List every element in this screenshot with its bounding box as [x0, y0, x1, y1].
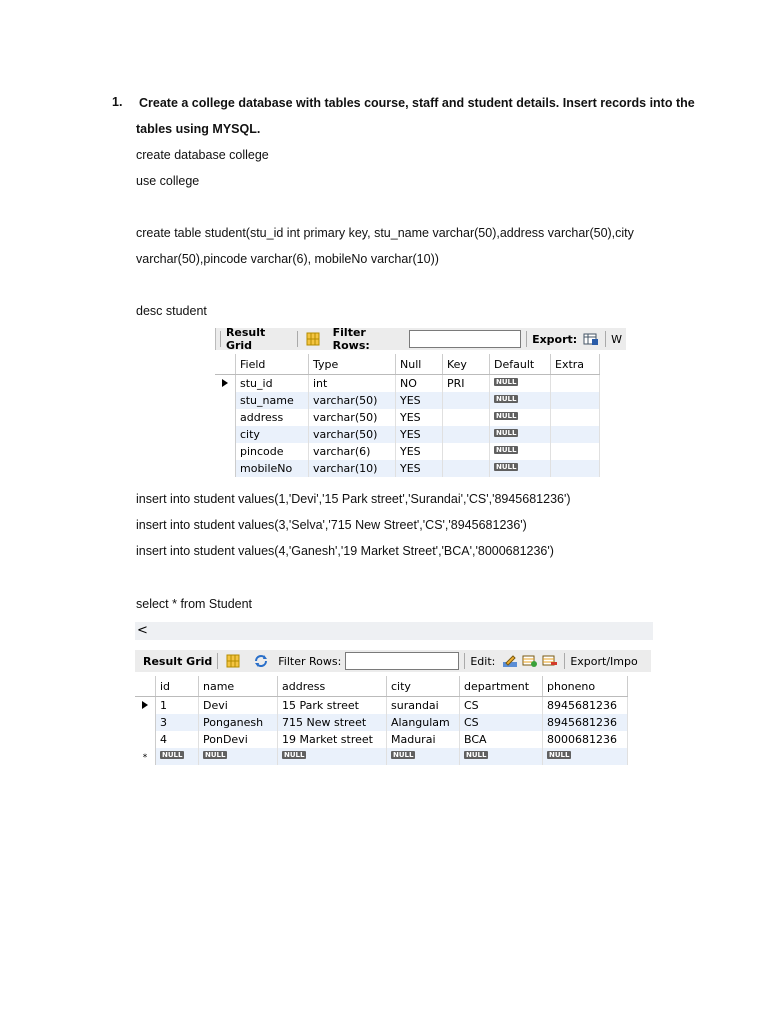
- row-selector[interactable]: [135, 714, 156, 731]
- cell-city[interactable]: Madurai: [387, 731, 460, 748]
- cell-default[interactable]: [490, 426, 551, 443]
- col-header-city[interactable]: city: [387, 676, 460, 697]
- delete-row-icon[interactable]: [542, 654, 556, 668]
- cmd-insert-2: insert into student values(3,'Selva','715 New Street','CS','8945681236'): [136, 518, 527, 532]
- null-badge: NULL: [549, 751, 570, 759]
- filter-rows-input[interactable]: [409, 330, 521, 348]
- filter-rows-label: Filter Rows:: [278, 654, 342, 668]
- table-row[interactable]: [215, 460, 600, 477]
- desc-toolbar: [215, 328, 626, 350]
- cmd-create-database: create database college: [136, 148, 269, 162]
- cell-department[interactable]: [460, 748, 543, 765]
- back-nav-bar: [135, 622, 653, 640]
- row-selector[interactable]: [215, 426, 236, 443]
- null-badge: NULL: [496, 412, 517, 420]
- cell-key[interactable]: [443, 392, 490, 409]
- row-header-corner: [215, 354, 236, 375]
- desc-header-row: [215, 354, 600, 375]
- cell-field[interactable]: city: [236, 426, 309, 443]
- result-grid-tab[interactable]: Result Grid: [225, 326, 266, 352]
- row-selector[interactable]: [135, 697, 156, 715]
- edit-label: Edit:: [470, 654, 496, 668]
- select-table: [135, 676, 628, 765]
- null-badge: NULL: [496, 446, 517, 454]
- cell-field[interactable]: pincode: [236, 443, 309, 460]
- cell-null[interactable]: YES: [396, 392, 443, 409]
- row-selector[interactable]: [215, 409, 236, 426]
- cell-key[interactable]: [443, 443, 490, 460]
- null-badge: NULL: [496, 429, 517, 437]
- row-selector[interactable]: [215, 392, 236, 409]
- cell-default[interactable]: [490, 409, 551, 426]
- cell-type[interactable]: varchar(50): [309, 392, 396, 409]
- cell-phoneno[interactable]: 8945681236: [543, 697, 628, 715]
- null-badge: NULL: [393, 751, 414, 759]
- table-row[interactable]: [215, 443, 600, 460]
- cell-field[interactable]: mobileNo: [236, 460, 309, 477]
- cell-id[interactable]: 4: [156, 731, 199, 748]
- col-header-field[interactable]: Field: [236, 354, 309, 375]
- cell-department[interactable]: CS: [460, 697, 543, 715]
- cell-phoneno[interactable]: 8000681236: [543, 731, 628, 748]
- filter-rows-label: Filter Rows:: [332, 326, 370, 352]
- row-selector[interactable]: [215, 375, 236, 393]
- cell-name[interactable]: Ponganesh: [199, 714, 278, 731]
- table-row[interactable]: [215, 409, 600, 426]
- cell-department[interactable]: CS: [460, 714, 543, 731]
- table-row[interactable]: [135, 714, 628, 731]
- cell-type[interactable]: int: [309, 375, 396, 393]
- cell-null[interactable]: YES: [396, 460, 443, 477]
- cmd-insert-3: insert into student values(4,'Ganesh','19 Market Street','BCA','8000681236'): [136, 544, 554, 558]
- col-header-key[interactable]: Key: [443, 354, 490, 375]
- cell-type[interactable]: varchar(10): [309, 460, 396, 477]
- cell-name[interactable]: [199, 748, 278, 765]
- cell-null[interactable]: NO: [396, 375, 443, 393]
- cell-city[interactable]: [387, 748, 460, 765]
- cell-default[interactable]: [490, 443, 551, 460]
- cmd-create-table-line-2: varchar(50),pincode varchar(6), mobileNo varchar(10)): [136, 252, 439, 266]
- row-header-corner: [135, 676, 156, 697]
- cell-address[interactable]: 715 New street: [278, 714, 387, 731]
- col-header-name[interactable]: name: [199, 676, 278, 697]
- cell-phoneno[interactable]: 8945681236: [543, 714, 628, 731]
- cmd-insert-1: insert into student values(1,'Devi','15 Park street','Surandai','CS','8945681236'): [136, 492, 571, 506]
- question-line-2: tables using MYSQL.: [136, 122, 261, 136]
- null-badge: NULL: [496, 395, 517, 403]
- grid-layout-icon[interactable]: [226, 654, 240, 668]
- select-toolbar: [135, 650, 651, 672]
- cell-extra[interactable]: [551, 409, 600, 426]
- null-badge: NULL: [466, 751, 487, 759]
- edit-row-icon[interactable]: [502, 654, 516, 668]
- export-icon[interactable]: [583, 332, 597, 346]
- col-header-default[interactable]: Default: [490, 354, 551, 375]
- table-row[interactable]: [135, 697, 628, 715]
- col-header-phoneno[interactable]: phoneno: [543, 676, 628, 697]
- current-row-arrow-icon: [142, 701, 148, 709]
- result-grid-tab[interactable]: Result Grid: [143, 654, 213, 668]
- cmd-select: select * from Student: [136, 597, 253, 611]
- cell-key[interactable]: [443, 426, 490, 443]
- cell-address[interactable]: 19 Market street: [278, 731, 387, 748]
- select-result-panel: [135, 620, 651, 776]
- cell-extra[interactable]: [551, 392, 600, 409]
- new-row-marker: *: [142, 753, 148, 763]
- col-header-address[interactable]: address: [278, 676, 387, 697]
- cell-name[interactable]: PonDevi: [199, 731, 278, 748]
- cell-name[interactable]: Devi: [199, 697, 278, 715]
- cell-city[interactable]: surandai: [387, 697, 460, 715]
- refresh-icon[interactable]: [253, 654, 267, 668]
- cell-key[interactable]: [443, 460, 490, 477]
- question-number: 1.: [112, 95, 123, 109]
- null-badge: NULL: [205, 751, 226, 759]
- row-selector[interactable]: [215, 443, 236, 460]
- current-row-arrow-icon: [222, 379, 228, 387]
- back-chevron-icon[interactable]: <: [137, 623, 148, 638]
- cell-null[interactable]: YES: [396, 443, 443, 460]
- cell-id[interactable]: [156, 748, 199, 765]
- grid-layout-icon[interactable]: [306, 332, 320, 346]
- cell-extra[interactable]: [551, 460, 600, 477]
- cell-type[interactable]: varchar(50): [309, 426, 396, 443]
- export-label: Export:: [532, 332, 578, 346]
- null-badge: NULL: [496, 378, 517, 386]
- row-selector[interactable]: [135, 748, 156, 765]
- col-header-extra[interactable]: Extra: [551, 354, 600, 375]
- cell-address[interactable]: 15 Park street: [278, 697, 387, 715]
- cell-address[interactable]: [278, 748, 387, 765]
- row-selector[interactable]: [215, 460, 236, 477]
- desc-result-panel: [215, 328, 625, 478]
- select-header-row: [135, 676, 628, 697]
- cell-department[interactable]: BCA: [460, 731, 543, 748]
- table-row[interactable]: [135, 731, 628, 748]
- cell-type[interactable]: varchar(6): [309, 443, 396, 460]
- toolbar-cutoff-text: W: [611, 332, 623, 346]
- cell-phoneno[interactable]: [543, 748, 628, 765]
- cell-default[interactable]: [490, 375, 551, 393]
- desc-table: [215, 354, 600, 477]
- cell-extra[interactable]: [551, 426, 600, 443]
- cell-default[interactable]: [490, 392, 551, 409]
- new-row[interactable]: [135, 748, 628, 765]
- add-row-icon[interactable]: [522, 654, 536, 668]
- null-badge: NULL: [284, 751, 305, 759]
- null-badge: NULL: [496, 463, 517, 471]
- cell-key[interactable]: [443, 409, 490, 426]
- table-row[interactable]: [215, 375, 600, 393]
- cmd-create-table-line-1: create table student(stu_id int primary key, stu_name varchar(50),address varchar(50),city: [136, 226, 634, 240]
- cell-city[interactable]: Alangulam: [387, 714, 460, 731]
- question-line-1: Create a college database with tables course, staff and student details. Insert records into the: [139, 96, 695, 110]
- cell-type[interactable]: varchar(50): [309, 409, 396, 426]
- cell-field[interactable]: stu_name: [236, 392, 309, 409]
- cell-extra[interactable]: [551, 443, 600, 460]
- table-row[interactable]: [215, 426, 600, 443]
- cell-extra[interactable]: [551, 375, 600, 393]
- col-header-department[interactable]: department: [460, 676, 543, 697]
- cell-id[interactable]: 1: [156, 697, 199, 715]
- cell-field[interactable]: address: [236, 409, 309, 426]
- cell-field[interactable]: stu_id: [236, 375, 309, 393]
- export-import-label: Export/Impo: [570, 654, 638, 668]
- null-badge: NULL: [162, 751, 183, 759]
- filter-rows-input[interactable]: [345, 652, 459, 670]
- col-header-null[interactable]: Null: [396, 354, 443, 375]
- cell-key[interactable]: PRI: [443, 375, 490, 393]
- cell-default[interactable]: [490, 460, 551, 477]
- cmd-use-database: use college: [136, 174, 200, 188]
- cmd-desc: desc student: [136, 304, 207, 318]
- cell-id[interactable]: 3: [156, 714, 199, 731]
- row-selector[interactable]: [135, 731, 156, 748]
- col-header-type[interactable]: Type: [309, 354, 396, 375]
- cell-null[interactable]: YES: [396, 409, 443, 426]
- table-row[interactable]: [215, 392, 600, 409]
- cell-null[interactable]: YES: [396, 426, 443, 443]
- col-header-id[interactable]: id: [156, 676, 199, 697]
